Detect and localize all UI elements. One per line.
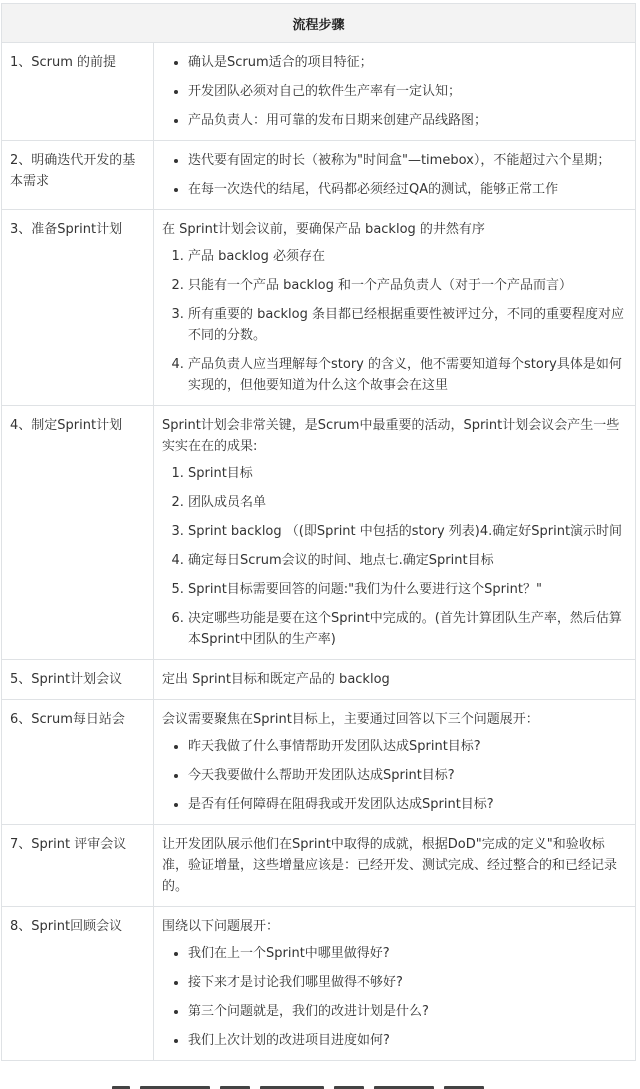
table-row [2,406,636,660]
bullet-item: • 接下来才是讨论我们哪里做得不够好? [188,972,627,993]
step-name-cell: 8、Sprint回顾会议 [2,907,154,1061]
numbered-item: 2. 只能有一个产品 backlog 和一个产品负责人（对于一个产品而言） [188,275,627,296]
numbered-list [162,246,627,396]
table-row [2,825,636,907]
step-intro-text: 会议需要聚焦在Sprint目标上，主要通过回答以下三个问题展开： [162,712,539,727]
bullet-list [162,52,627,131]
table-row [2,210,636,406]
step-intro-text: 在 Sprint计划会议前，要确保产品 backlog 的井然有序 [162,222,485,237]
table-row [2,141,636,210]
table-header-row [2,4,636,43]
step-intro-text: 让开发团队展示他们在Sprint中取得的成就，根据DoD"完成的定义"和验收标准，验证增量，这些增量应该是：已经开发、测试完成、经过整合的和已经记录的。 [162,837,618,894]
bullet-item: • 确认是Scrum适合的项目特征； [188,52,627,73]
table-row [2,660,636,700]
bullet-item: • 第三个问题就是，我们的改进计划是什么? [188,1001,627,1022]
numbered-item: 6. 决定哪些功能是要在这个Sprint中完成的。(首先计算团队生产率，然后估算本Sprint中团队的生产率) [188,608,627,650]
process-steps-table [1,3,636,1061]
step-name-cell: 6、Scrum每日站会 [2,700,154,825]
bullet-item: • 在每一次迭代的结尾，代码都必须经过QA的测试，能够正常工作 [188,179,627,200]
cropped-heading-fragment [0,1080,640,1089]
numbered-item: 1. 产品 backlog 必须存在 [188,246,627,267]
numbered-item: 2. 团队成员名单 [188,492,627,513]
table-row [2,907,636,1061]
step-name-cell: 2、明确迭代开发的基本需求 [2,141,154,210]
table-row [2,700,636,825]
step-name-cell: 4、制定Sprint计划 [2,406,154,660]
numbered-item: 4. 产品负责人应当理解每个story 的含义，他不需要知道每个story具体是如何实现的，但他要知道为什么这个故事会在这里 [188,354,627,396]
step-intro-text: 围绕以下问题展开： [162,919,280,934]
bullet-item: • 昨天我做了什么事情帮助开发团队达成Sprint目标? [188,736,627,757]
bullet-item: • 开发团队必须对自己的软件生产率有一定认知； [188,81,627,102]
bullet-list [162,150,627,200]
step-detail-cell [154,141,636,210]
numbered-item: 3. Sprint backlog （(即Sprint 中包括的story 列表)4.确定好Sprint演示时间 [188,521,627,542]
bullet-list [162,943,627,1051]
bullet-item: • 我们上次计划的改进项目进度如何? [188,1030,627,1051]
bullet-item: • 迭代要有固定的时长（被称为"时间盒"—timebox），不能超过六个星期； [188,150,627,171]
bullet-item: • 产品负责人：用可靠的发布日期来创建产品线路图； [188,110,627,131]
step-name-cell: 1、Scrum 的前提 [2,43,154,141]
bullet-item: • 我们在上一个Sprint中哪里做得好? [188,943,627,964]
step-name-cell: 3、准备Sprint计划 [2,210,154,406]
step-detail-cell [154,660,636,700]
step-detail-cell [154,406,636,660]
bullet-list [162,736,627,815]
table-header: 流程步骤 [2,4,636,43]
numbered-item: 5. Sprint目标需要回答的问题:"我们为什么要进行这个Sprint？" [188,579,627,600]
step-intro-text: Sprint计划会非常关键，是Scrum中最重要的活动，Sprint计划会议会产生一些实实在在的成果: [162,418,620,454]
numbered-item: 4. 确定每日Scrum会议的时间、地点七.确定Sprint目标 [188,550,627,571]
step-detail-cell [154,825,636,907]
table-row [2,43,636,141]
step-name-cell: 5、Sprint计划会议 [2,660,154,700]
step-name-cell: 7、Sprint 评审会议 [2,825,154,907]
step-detail-cell [154,210,636,406]
bullet-item: • 今天我要做什么帮助开发团队达成Sprint目标? [188,765,627,786]
numbered-list [162,463,627,650]
step-intro-text: 定出 Sprint目标和既定产品的 backlog [162,672,390,687]
bullet-item: • 是否有任何障碍在阻碍我或开发团队达成Sprint目标? [188,794,627,815]
numbered-item: 1. Sprint目标 [188,463,627,484]
numbered-item: 3. 所有重要的 backlog 条目都已经根据重要性被评过分，不同的重要程度对应不同的分数。 [188,304,627,346]
step-detail-cell [154,700,636,825]
step-detail-cell [154,907,636,1061]
step-detail-cell [154,43,636,141]
